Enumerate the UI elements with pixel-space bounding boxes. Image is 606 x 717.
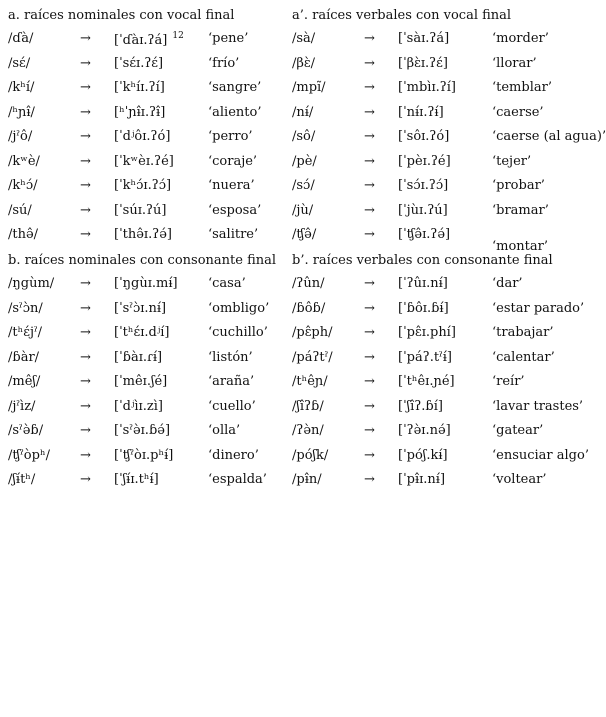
section-heading: b. raíces nominales con consonante final — [8, 253, 277, 268]
underlying-form: /ʃîʔɓ/ — [292, 398, 324, 414]
arrow-icon: → — [80, 447, 91, 463]
example-row — [292, 344, 576, 369]
surface-form: [ˈkʰɔ́ɪ.ʔɔ́] — [114, 178, 172, 193]
gloss: ‘dar’ — [492, 276, 523, 291]
surface-form: [ˈʃɨ́ɪ.tʰɨ́] — [114, 472, 159, 487]
example-row — [8, 417, 292, 442]
underlying-form: /ɓàr/ — [8, 349, 40, 365]
surface-form: [ˈβɛ̀ɪ.ʔɛ́] — [398, 55, 448, 71]
underlying-form: /pɨ̂n/ — [292, 472, 322, 487]
underlying-form: /páʔtˀ/ — [292, 349, 333, 365]
surface-form: [ˈʔûɪ.nɨ́] — [398, 276, 448, 291]
surface-form — [114, 31, 184, 48]
gloss: ‘tejer’ — [492, 153, 532, 169]
surface-form: [ˈʃîʔ.ɓí] — [398, 398, 443, 414]
underlying-form: /pɛ̂ph/ — [292, 325, 333, 340]
example-row — [292, 25, 576, 50]
surface-form: [ˈŋgùɪ.mɨ́] — [114, 276, 178, 291]
example-row — [292, 123, 606, 148]
section-heading: a. raíces nominales con vocal final — [8, 8, 235, 23]
example-row — [8, 74, 292, 99]
underlying-form: /tʰêɲ/ — [292, 374, 328, 389]
arrow-icon: → — [364, 276, 375, 291]
gloss: ‘dinero’ — [208, 447, 259, 463]
underlying-form: /sˀɔ̀n/ — [8, 300, 43, 316]
gloss: ‘morder’ — [492, 31, 549, 46]
surface-form: [ˈdʲôɪ.ʔó] — [114, 129, 171, 144]
gloss: ‘araña’ — [208, 374, 255, 389]
surface-form: [ˈkʰíɪ.ʔí] — [114, 80, 165, 95]
arrow-icon: → — [364, 447, 375, 463]
example-row — [8, 344, 292, 369]
gloss: ‘ombligo’ — [208, 300, 270, 316]
surface-form: [ˈdʲìɪ.zì] — [114, 398, 163, 414]
example-row — [8, 221, 292, 246]
example-row — [8, 319, 292, 344]
gloss: ‘frío’ — [208, 55, 240, 71]
arrow-icon: → — [364, 202, 375, 218]
example-row — [292, 99, 576, 124]
surface-form: [ˈmbìɪ.ʔí] — [398, 80, 456, 95]
underlying-form: /jˀìz/ — [8, 398, 36, 414]
arrow-icon: → — [80, 276, 91, 291]
gloss: ‘probar’ — [492, 178, 545, 193]
underlying-form: /sô/ — [292, 129, 316, 144]
underlying-form: /ʃɨ́tʰ/ — [8, 472, 36, 487]
surface-form: [ˈpóʃ.kɨ́] — [398, 447, 448, 463]
arrow-icon: → — [364, 300, 375, 316]
arrow-icon: → — [364, 325, 375, 340]
gloss: ‘sangre’ — [208, 80, 262, 95]
section-heading: a’. raíces verbales con vocal final — [292, 8, 512, 23]
surface-form: [ʰˈɲɨ̂ɪ.ʔɨ̂] — [114, 104, 166, 120]
surface-form: [ˈkʷèɪ.ʔé] — [114, 153, 174, 169]
surface-form: [ˈsɔ́ɪ.ʔɔ́] — [398, 178, 449, 193]
underlying-form: /nɨ́/ — [292, 104, 314, 120]
underlying-form: /tʰɛ́jˀ/ — [8, 325, 43, 340]
underlying-form: /ŋgùm/ — [8, 276, 55, 291]
underlying-form: /thə̂/ — [8, 227, 39, 242]
example-row — [292, 295, 585, 320]
example-row — [8, 148, 292, 173]
gloss: ‘gatear’ — [492, 423, 544, 438]
arrow-icon: → — [80, 202, 91, 218]
arrow-icon: → — [80, 227, 91, 242]
arrow-icon: → — [364, 178, 375, 193]
underlying-form: /kʰí/ — [8, 80, 35, 95]
underlying-form: /póʃk/ — [292, 447, 329, 463]
surface-form: [ˈthə̂ɪ.ʔə́] — [114, 227, 172, 242]
example-row — [292, 197, 576, 222]
example-row — [292, 74, 576, 99]
arrow-icon: → — [80, 349, 91, 365]
surface-form: [ˈjùɪ.ʔú] — [398, 202, 448, 218]
arrow-icon: → — [364, 227, 375, 242]
gloss: ‘coraje’ — [208, 153, 258, 169]
arrow-icon: → — [364, 104, 375, 120]
surface-form: [ˈpáʔ.tˀɨ́] — [398, 349, 452, 365]
example-row — [292, 442, 589, 467]
example-row — [292, 393, 584, 418]
arrow-icon: → — [80, 472, 91, 487]
surface-form: [ˈpɨ̂ɪ.nɨ́] — [398, 472, 446, 487]
gloss: ‘reír’ — [492, 374, 525, 389]
section-a-prime-verbal-vowel-final — [292, 7, 606, 254]
underlying-form: /ʔə̀n/ — [292, 423, 324, 438]
example-row — [8, 99, 292, 124]
underlying-form: /kʰɔ́/ — [8, 178, 38, 193]
arrow-icon: → — [364, 472, 375, 487]
example-row — [8, 50, 292, 75]
surface-form: [ˈnɨ́ɪ.ʔɨ́] — [398, 104, 444, 120]
arrow-icon: → — [80, 104, 91, 120]
arrow-icon: → — [364, 55, 375, 71]
arrow-icon: → — [80, 423, 91, 438]
arrow-icon: → — [364, 423, 375, 438]
gloss: ‘bramar’ — [492, 202, 549, 218]
underlying-form: /sú/ — [8, 202, 32, 218]
arrow-icon: → — [364, 349, 375, 365]
arrow-icon: → — [80, 153, 91, 169]
arrow-icon: → — [364, 374, 375, 389]
gloss: ‘aliento’ — [208, 104, 262, 120]
surface-form: [ˈsˀɔ̀ɪ.nɨ́] — [114, 300, 167, 316]
gloss: ‘olla’ — [208, 423, 241, 438]
underlying-form: /sɔ́/ — [292, 178, 315, 193]
surface-form: [ˈpɛ̂ɪ.phí] — [398, 325, 456, 340]
underlying-form: /ʰɲɨ̂/ — [8, 104, 35, 120]
surface-form: [ˈsˀə̀ɪ.ɓə́] — [114, 423, 171, 438]
section-heading: b’. raíces verbales con consonante final — [292, 253, 553, 268]
surface-form: [ˈpèɪ.ʔé] — [398, 153, 451, 169]
underlying-form: /mêʃ/ — [8, 374, 41, 389]
surface-form: [ˈʧə̂ɪ.ʔə́] — [398, 227, 451, 242]
gloss: ‘cuello’ — [208, 398, 256, 414]
underlying-form: /jù/ — [292, 202, 314, 218]
underlying-form: /sà/ — [292, 31, 316, 46]
example-row — [292, 270, 576, 295]
underlying-form: /βɛ̀/ — [292, 55, 316, 71]
arrow-icon: → — [80, 374, 91, 389]
example-row — [292, 466, 576, 491]
surface-form: [ˈtʰêɪ.ɲé] — [398, 374, 455, 389]
underlying-form: /mpĩ/ — [292, 80, 326, 95]
gloss: ‘trabajar’ — [492, 325, 554, 340]
arrow-icon: → — [80, 178, 91, 193]
example-row — [8, 393, 292, 418]
arrow-icon: → — [364, 153, 375, 169]
arrow-icon: → — [80, 325, 91, 340]
arrow-icon: → — [364, 398, 375, 414]
underlying-form: /ʔûn/ — [292, 276, 325, 291]
underlying-form: /kʷè/ — [8, 153, 40, 169]
gloss: ‘estar parado’ — [492, 300, 585, 316]
arrow-icon: → — [80, 55, 91, 71]
surface-form-text: [ˈɗàɪ.ʔá] — [114, 33, 168, 48]
gloss: ‘temblar’ — [492, 80, 552, 95]
section-a-nominal-vowel-final — [8, 7, 292, 246]
underlying-form: /ʧə̂/ — [292, 227, 317, 242]
surface-form: [ˈɓàɪ.ɾɨ́] — [114, 349, 163, 365]
underlying-form: /pè/ — [292, 153, 317, 169]
surface-form: [ˈmêɪ.ʃé] — [114, 374, 168, 389]
gloss: ‘cuchillo’ — [208, 325, 268, 340]
surface-form: [ˈtʰɛ́ɪ.dʲí] — [114, 325, 170, 340]
arrow-icon: → — [364, 129, 375, 144]
gloss: ‘llorar’ — [492, 55, 537, 71]
gloss: ‘listón’ — [208, 349, 253, 365]
footnote-marker: 12 — [172, 31, 184, 41]
gloss: ‘espalda’ — [208, 472, 267, 487]
example-row — [8, 368, 292, 393]
gloss: ‘perro’ — [208, 129, 253, 144]
example-row — [8, 123, 292, 148]
surface-form: [ˈʧˀòɪ.pʰɨ́] — [114, 447, 174, 463]
underlying-form: /ɗà/ — [8, 31, 34, 46]
example-row — [8, 295, 292, 320]
section-b-prime-verbal-consonant-final — [292, 252, 589, 491]
gloss: ‘nuera’ — [208, 178, 255, 193]
gloss: ‘casa’ — [208, 276, 246, 291]
gloss: ‘caerse (al agua)’ — [492, 129, 606, 144]
gloss: ‘lavar trastes’ — [492, 398, 584, 414]
example-row — [8, 442, 292, 467]
example-row — [292, 417, 576, 442]
surface-form: [ˈsàɪ.ʔá] — [398, 31, 450, 46]
arrow-icon: → — [80, 129, 91, 144]
section-b-nominal-consonant-final — [8, 252, 292, 491]
example-row — [8, 197, 292, 222]
underlying-form: /ɓôɓ/ — [292, 300, 326, 316]
arrow-icon: → — [364, 80, 375, 95]
arrow-icon: → — [80, 398, 91, 414]
surface-form: [ˈsɛ́ɪ.ʔɛ́] — [114, 55, 164, 71]
gloss: ‘salitre’ — [208, 227, 259, 242]
surface-form: [ˈɓôɪ.ɓɨ́] — [398, 300, 449, 316]
surface-form: [ˈʔə̀ɪ.nə́] — [398, 423, 451, 438]
example-row — [8, 172, 292, 197]
example-row — [292, 319, 576, 344]
underlying-form: /ʧˀòpʰ/ — [8, 447, 50, 463]
underlying-form: /jˀô/ — [8, 129, 33, 144]
example-row — [292, 368, 576, 393]
underlying-form: /sˀə̀ɓ/ — [8, 423, 44, 438]
surface-form: [ˈsúɪ.ʔú] — [114, 202, 167, 218]
gloss: ‘esposa’ — [208, 202, 262, 218]
gloss: ‘calentar’ — [492, 349, 555, 365]
example-row — [8, 270, 292, 295]
gloss: ‘montar’ — [492, 239, 548, 254]
example-row — [8, 466, 292, 491]
example-row — [292, 221, 576, 254]
gloss: ‘ensuciar algo’ — [492, 447, 589, 463]
example-row — [292, 50, 576, 75]
gloss: ‘caerse’ — [492, 104, 544, 120]
surface-form: [ˈsôɪ.ʔó] — [398, 129, 450, 144]
gloss: ‘voltear’ — [492, 472, 547, 487]
example-row — [8, 25, 292, 50]
arrow-icon: → — [80, 80, 91, 95]
underlying-form: /sɛ́/ — [8, 55, 31, 71]
arrow-icon: → — [364, 31, 375, 46]
arrow-icon: → — [80, 31, 91, 46]
gloss: ‘pene’ — [208, 31, 249, 46]
example-row — [292, 148, 576, 173]
example-row — [292, 172, 576, 197]
arrow-icon: → — [80, 300, 91, 316]
